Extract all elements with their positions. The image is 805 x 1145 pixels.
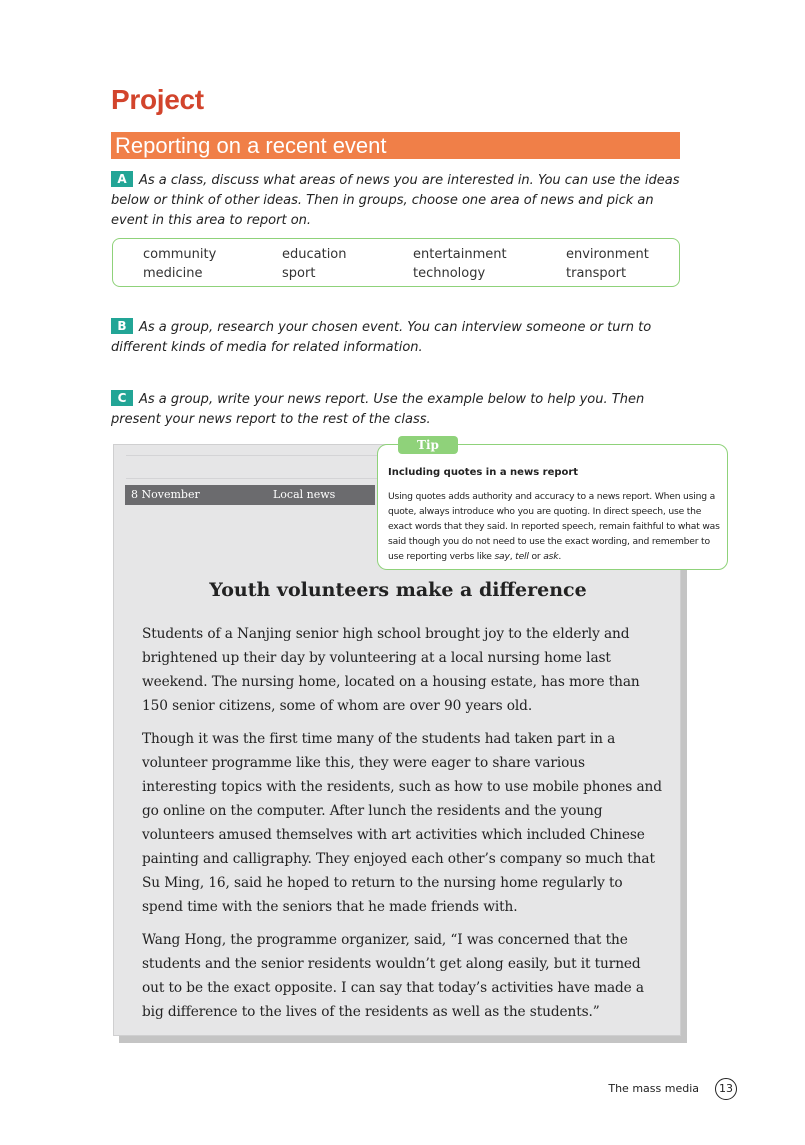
tip-verb-say: say — [494, 551, 510, 562]
topic-technology: technology — [413, 266, 486, 281]
tip-separator: , — [509, 551, 516, 562]
tip-label: Tip — [398, 436, 458, 454]
tip-text-main: Using quotes adds authority and accuracy to a news report. When using a quote, always introduce who you are quoting. In direct speech, use the exact words that they said. In reported speech, remain faithful to what was said though you do not need to use the exact wording, and remember to use reporting verbs like — [388, 491, 720, 562]
task-c-letter: C — [111, 390, 133, 406]
tip-box — [377, 444, 728, 570]
topic-medicine: medicine — [143, 266, 203, 281]
article-paragraph: Students of a Nanjing senior high school brought joy to the elderly and brightened up their day by volunteering at a local nursing home last weekend. The nursing home, located on a housing estate, has more than 150 senior citizens, some of whom are over 90 years old. — [142, 626, 640, 714]
task-b-letter: B — [111, 318, 133, 334]
article-paragraph: Though it was the first time many of the students had taken part in a volunteer programme like this, they were eager to share various interesting topics with the residents, such as how to use mobile phones and go online on the computer. After lunch the residents and the young volunteers amused themselves with art activities which included Chinese painting and calligraphy. They enjoyed each other’s company so much that Su Ming, 16, said he hoped to return to the nursing home regularly to spend time with the seniors that he made friends with. — [142, 731, 662, 915]
tip-end: . — [558, 551, 562, 562]
task-c-text: As a group, write your news report. Use the example below to help you. Then present your news report to the rest of the class. — [111, 392, 645, 427]
task-c — [111, 390, 681, 430]
footer-unit-title: The mass media — [608, 1082, 699, 1095]
topic-environment: environment — [566, 247, 649, 262]
tip-verb-tell: tell — [515, 551, 529, 562]
article-date: 8 November — [131, 488, 200, 501]
page-number: 13 — [715, 1078, 737, 1100]
task-a-text: As a class, discuss what areas of news you are interested in. You can use the ideas below or think of other ideas. Then in groups, choose one area of news and pick an event in this area to report on. — [111, 173, 680, 228]
topic-community: community — [143, 247, 217, 262]
article-paragraph: Wang Hong, the programme organizer, said, “I was concerned that the students and the senior residents wouldn’t get along easily, but it turned out to be the exact opposite. I can say that today’s activities have made a big difference to the lives of the residents as well as the students.” — [142, 932, 644, 1020]
task-b — [111, 318, 681, 358]
section-title-bar: Reporting on a recent event — [111, 132, 680, 159]
task-a-letter: A — [111, 171, 133, 187]
article-section: Local news — [273, 488, 336, 501]
tip-heading: Including quotes in a news report — [388, 467, 579, 478]
project-title: Project — [111, 84, 204, 115]
article-headline: Youth volunteers make a difference — [209, 579, 587, 601]
dateline-bar — [125, 485, 375, 505]
topic-sport: sport — [282, 266, 316, 281]
task-a — [111, 171, 681, 231]
topic-entertainment: entertainment — [413, 247, 507, 262]
topics-box — [112, 238, 680, 287]
topic-transport: transport — [566, 266, 627, 281]
tip-verb-ask: ask — [543, 551, 559, 562]
article-body — [142, 622, 662, 1033]
tip-separator: or — [528, 551, 544, 562]
tip-text — [388, 489, 722, 564]
topic-education: education — [282, 247, 347, 262]
task-b-text: As a group, research your chosen event. You can interview someone or turn to different kinds of media for related information. — [111, 320, 652, 355]
